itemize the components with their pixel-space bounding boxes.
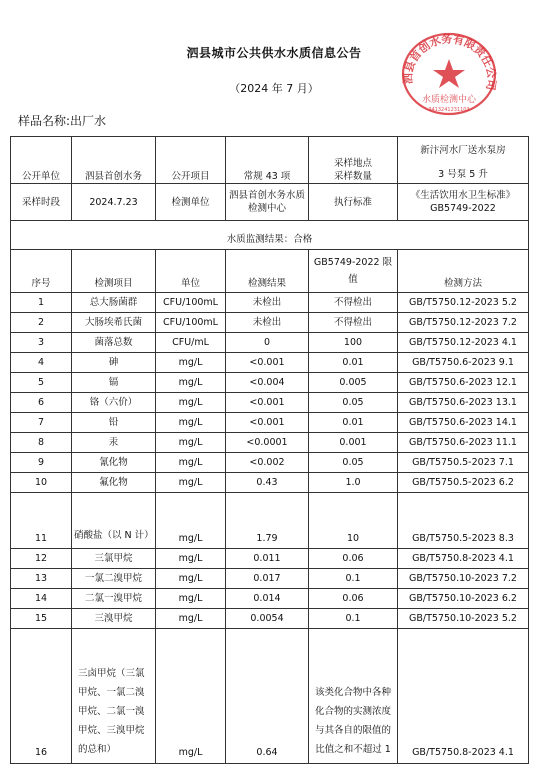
publisher-label: 公开单位 (11, 137, 72, 184)
cell-limit: 0.06 (309, 589, 398, 609)
cell-item: 一氯二溴甲烷 (72, 569, 156, 589)
cell-no: 14 (11, 589, 72, 609)
table-row (11, 393, 529, 413)
column-header-row (11, 250, 529, 293)
cell-limit: 0.1 (309, 569, 398, 589)
water-quality-table (10, 136, 529, 764)
cell-method: GB/T5750.8-2023 4.1 (398, 629, 529, 764)
cell-limit: 0.1 (309, 609, 398, 629)
cell-item: 铬（六价） (72, 393, 156, 413)
cell-item: 三卤甲烷（三氯甲烷、一氯二溴甲烷、二氯一溴甲烷、三溴甲烷的总和） (72, 629, 156, 764)
cell-limit: 0.06 (309, 549, 398, 569)
cell-result: 0.0054 (226, 609, 309, 629)
cell-result: <0.004 (226, 373, 309, 393)
seal-text: 泗县首创水务有限责任公司 (401, 32, 499, 92)
col-unit: 单位 (156, 250, 226, 293)
cell-unit: CFU/mL (156, 333, 226, 353)
cell-method: GB/T5750.12-2023 4.1 (398, 333, 529, 353)
table-row (11, 629, 529, 764)
cell-no: 4 (11, 353, 72, 373)
cell-item: 总大肠菌群 (72, 293, 156, 313)
table-row (11, 413, 529, 433)
cell-method: GB/T5750.10-2023 6.2 (398, 589, 529, 609)
table-row (11, 493, 529, 549)
cell-result: <0.002 (226, 453, 309, 473)
cell-result: 0.014 (226, 589, 309, 609)
cell-unit: mg/L (156, 393, 226, 413)
summary-row (11, 229, 529, 250)
cell-unit: mg/L (156, 433, 226, 453)
cell-no: 1 (11, 293, 72, 313)
cell-no: 2 (11, 313, 72, 333)
cell-limit: 0.001 (309, 433, 398, 453)
cell-no: 12 (11, 549, 72, 569)
table-row (11, 433, 529, 453)
cell-limit: 0.05 (309, 453, 398, 473)
cell-item: 硝酸盐（以 N 计） (72, 493, 156, 549)
seal-star-icon (433, 59, 465, 88)
item-value: 常规 43 项 (226, 137, 309, 184)
cell-unit: mg/L (156, 609, 226, 629)
cell-unit: mg/L (156, 373, 226, 393)
table-row (11, 453, 529, 473)
cell-unit: mg/L (156, 629, 226, 764)
cell-item: 三氯甲烷 (72, 549, 156, 569)
cell-result: 1.79 (226, 493, 309, 549)
cell-method: GB/T5750.12-2023 7.2 (398, 313, 529, 333)
report-period: （2024 年 7 月） (229, 82, 319, 95)
table-row (11, 473, 529, 493)
cell-method: GB/T5750.6-2023 9.1 (398, 353, 529, 373)
cell-result: <0.001 (226, 353, 309, 373)
cell-limit: 不得检出 (309, 293, 398, 313)
cell-no: 3 (11, 333, 72, 353)
cell-item: 氟化物 (72, 473, 156, 493)
page-title: 泗县城市公共供水水质信息公告 (186, 46, 362, 60)
col-no: 序号 (11, 250, 72, 293)
cell-item: 菌落总数 (72, 333, 156, 353)
table-row (11, 373, 529, 393)
cell-item: 氰化物 (72, 453, 156, 473)
cell-no: 16 (11, 629, 72, 764)
cell-method: GB/T5750.6-2023 11.1 (398, 433, 529, 453)
cell-method: GB/T5750.6-2023 14.1 (398, 413, 529, 433)
table-row (11, 333, 529, 353)
cell-limit: 0.01 (309, 413, 398, 433)
cell-unit: mg/L (156, 589, 226, 609)
cell-result: 0.011 (226, 549, 309, 569)
cell-unit: CFU/100mL (156, 313, 226, 333)
official-seal-stamp (395, 26, 503, 118)
col-result: 检测结果 (226, 250, 309, 293)
site-value: 新汴河水厂送水泵房 (420, 145, 506, 156)
table-row (11, 609, 529, 629)
seal-subtext: 水质检测中心 (421, 95, 477, 105)
cell-method: GB/T5750.6-2023 12.1 (398, 373, 529, 393)
cell-result: 0.43 (226, 473, 309, 493)
cell-item: 砷 (72, 353, 156, 373)
cell-result: 0.64 (226, 629, 309, 764)
cell-unit: mg/L (156, 493, 226, 549)
cell-item: 大肠埃希氏菌 (72, 313, 156, 333)
cell-method: GB/T5750.5-2023 8.3 (398, 493, 529, 549)
cell-unit: mg/L (156, 353, 226, 373)
cell-no: 13 (11, 569, 72, 589)
cell-item: 汞 (72, 433, 156, 453)
cell-item: 二氯一溴甲烷 (72, 589, 156, 609)
unit-label: 检测单位 (156, 184, 226, 221)
cell-limit: 10 (309, 493, 398, 549)
col-item: 检测项目 (72, 250, 156, 293)
site-label: 采样地点 (333, 158, 372, 169)
cell-unit: CFU/100mL (156, 293, 226, 313)
cell-no: 15 (11, 609, 72, 629)
cell-method: GB/T5750.5-2023 6.2 (398, 473, 529, 493)
cell-method: GB/T5750.10-2023 5.2 (398, 609, 529, 629)
cell-limit: 1.0 (309, 473, 398, 493)
table-row (11, 549, 529, 569)
table-row (11, 589, 529, 609)
cell-unit: mg/L (156, 453, 226, 473)
cell-no: 9 (11, 453, 72, 473)
table-row (11, 313, 529, 333)
cell-item: 三溴甲烷 (72, 609, 156, 629)
cell-result: 未检出 (226, 293, 309, 313)
cell-result: 0 (226, 333, 309, 353)
std-value: 《生活饮用水卫生标准》GB5749-2022 (398, 184, 529, 221)
sample-name: 样品名称:出厂水 (18, 114, 107, 128)
svg-text:泗县首创水务有限责任公司 (401, 32, 499, 92)
cell-result: <0.001 (226, 393, 309, 413)
cell-unit: mg/L (156, 569, 226, 589)
cell-result: <0.0001 (226, 433, 309, 453)
col-limit: GB5749-2022 限值 (309, 250, 398, 293)
cell-limit: 0.05 (309, 393, 398, 413)
std-label: 执行标准 (309, 184, 398, 221)
cell-limit: 0.005 (309, 373, 398, 393)
cell-method: GB/T5750.12-2023 5.2 (398, 293, 529, 313)
cell-limit: 该类化合物中各种化合物的实测浓度与其各自的限值的比值之和不超过 1 (309, 629, 398, 764)
time-value: 2024.7.23 (72, 184, 156, 221)
info-row-1 (11, 137, 529, 184)
cell-limit: 不得检出 (309, 313, 398, 333)
time-label: 采样时段 (11, 184, 72, 221)
cell-method: GB/T5750.5-2023 7.1 (398, 453, 529, 473)
table-row (11, 353, 529, 373)
info-row-2 (11, 184, 529, 221)
cell-unit: mg/L (156, 549, 226, 569)
table-row (11, 569, 529, 589)
cell-no: 10 (11, 473, 72, 493)
cell-no: 7 (11, 413, 72, 433)
cell-limit: 100 (309, 333, 398, 353)
publisher-value: 泗县首创水务 (72, 137, 156, 184)
col-method: 检测方法 (398, 250, 529, 293)
table-row (11, 293, 529, 313)
cell-item: 镉 (72, 373, 156, 393)
seal-code: 3413241231103 (428, 107, 470, 113)
unit-value: 泗县首创水务水质检测中心 (226, 184, 309, 221)
cell-method: GB/T5750.6-2023 13.1 (398, 393, 529, 413)
cell-result: <0.001 (226, 413, 309, 433)
qty-value: 3 号泵 5 升 (438, 169, 488, 180)
item-label: 公开项目 (156, 137, 226, 184)
cell-no: 8 (11, 433, 72, 453)
cell-no: 6 (11, 393, 72, 413)
cell-item: 铅 (72, 413, 156, 433)
cell-method: GB/T5750.10-2023 7.2 (398, 569, 529, 589)
summary-text: 水质监测结果：合格 (11, 229, 529, 250)
qty-label: 采样数量 (333, 171, 372, 182)
cell-limit: 0.01 (309, 353, 398, 373)
cell-unit: mg/L (156, 413, 226, 433)
cell-no: 5 (11, 373, 72, 393)
cell-no: 11 (11, 493, 72, 549)
cell-result: 未检出 (226, 313, 309, 333)
cell-result: 0.017 (226, 569, 309, 589)
cell-method: GB/T5750.8-2023 4.1 (398, 549, 529, 569)
cell-unit: mg/L (156, 473, 226, 493)
